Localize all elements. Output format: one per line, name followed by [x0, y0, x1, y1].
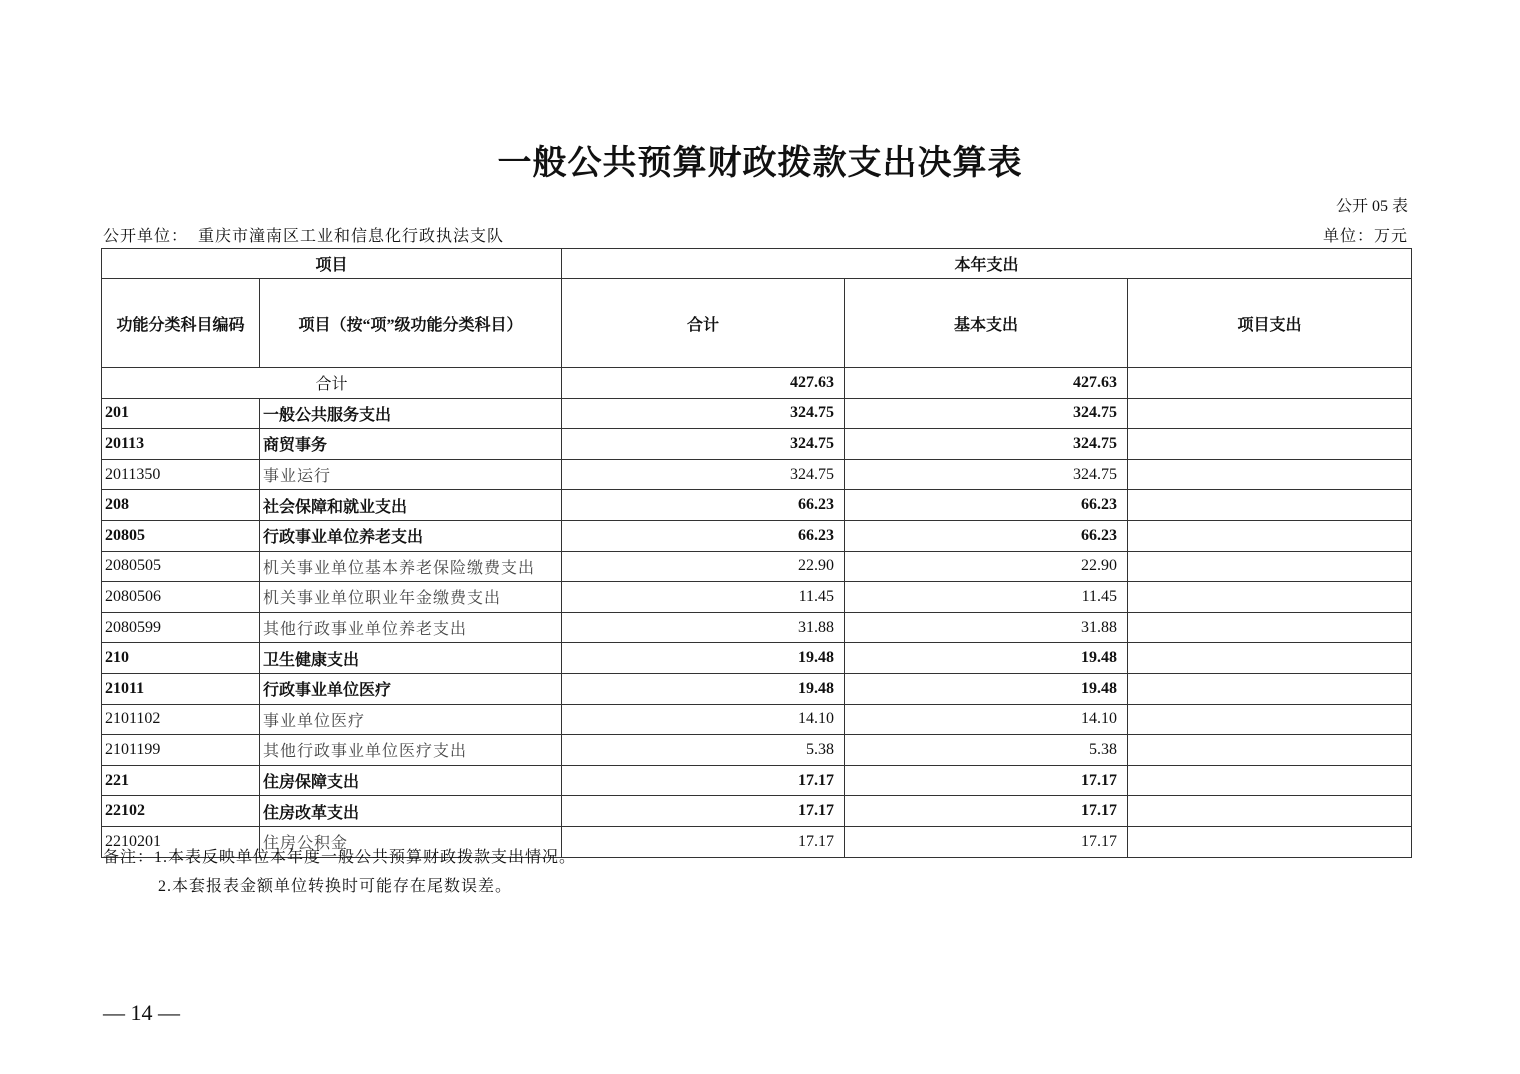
header-row-2 — [102, 279, 1412, 368]
row-total: 22.90 — [562, 551, 845, 582]
header-current-year: 本年支出 — [562, 249, 1412, 279]
row-total: 19.48 — [562, 673, 845, 704]
row-name: 事业运行 — [260, 459, 562, 490]
row-total: 17.17 — [562, 765, 845, 796]
row-code: 2080599 — [102, 612, 260, 643]
row-project — [1128, 673, 1412, 704]
table-row — [102, 796, 1412, 827]
form-number: 公开 05 表 — [1335, 198, 1408, 215]
row-project — [1128, 490, 1412, 521]
row-name: 事业单位医疗 — [260, 704, 562, 735]
row-code: 22102 — [102, 796, 260, 827]
row-code: 221 — [102, 765, 260, 796]
table-row — [102, 735, 1412, 766]
notes — [103, 843, 576, 901]
currency-unit: 单位：万元 — [1322, 228, 1408, 245]
row-name: 住房保障支出 — [260, 765, 562, 796]
table-row — [102, 612, 1412, 643]
row-code: 2210201 — [102, 826, 260, 857]
row-code: 2101199 — [102, 735, 260, 766]
total-amount: 427.63 — [562, 368, 845, 399]
row-project — [1128, 704, 1412, 735]
table-row — [102, 673, 1412, 704]
table-row — [102, 643, 1412, 674]
row-project — [1128, 826, 1412, 857]
row-basic: 324.75 — [845, 459, 1128, 490]
header-code: 功能分类科目编码 — [102, 279, 260, 368]
row-basic: 22.90 — [845, 551, 1128, 582]
row-basic: 19.48 — [845, 643, 1128, 674]
row-total: 11.45 — [562, 582, 845, 613]
total-row — [102, 368, 1412, 399]
note-2: 2.本套报表金额单位转换时可能存在尾数误差。 — [158, 878, 513, 895]
row-project — [1128, 643, 1412, 674]
row-name: 商贸事务 — [260, 429, 562, 460]
row-basic: 17.17 — [845, 796, 1128, 827]
row-name: 行政事业单位养老支出 — [260, 520, 562, 551]
row-name: 其他行政事业单位医疗支出 — [260, 735, 562, 766]
row-total: 19.48 — [562, 643, 845, 674]
row-project — [1128, 582, 1412, 613]
header-total: 合计 — [562, 279, 845, 368]
row-total: 66.23 — [562, 520, 845, 551]
row-total: 324.75 — [562, 398, 845, 429]
row-basic: 5.38 — [845, 735, 1128, 766]
row-basic: 17.17 — [845, 826, 1128, 857]
table-row — [102, 520, 1412, 551]
row-total: 17.17 — [562, 826, 845, 857]
total-project — [1128, 368, 1412, 399]
page-title: 一般公共预算财政拨款支出决算表 — [497, 145, 1023, 182]
table-row — [102, 398, 1412, 429]
row-basic: 17.17 — [845, 765, 1128, 796]
row-name: 住房改革支出 — [260, 796, 562, 827]
unit-name: 重庆市潼南区工业和信息化行政执法支队 — [198, 228, 505, 245]
budget-table — [101, 248, 1412, 858]
row-project — [1128, 612, 1412, 643]
row-project — [1128, 765, 1412, 796]
row-name: 行政事业单位医疗 — [260, 673, 562, 704]
table-row — [102, 551, 1412, 582]
row-code: 2080505 — [102, 551, 260, 582]
row-code: 201 — [102, 398, 260, 429]
row-total: 31.88 — [562, 612, 845, 643]
note-1: 备注：1.本表反映单位本年度一般公共预算财政拨款支出情况。 — [103, 849, 577, 866]
row-total: 324.75 — [562, 459, 845, 490]
row-project — [1128, 459, 1412, 490]
row-name: 社会保障和就业支出 — [260, 490, 562, 521]
row-name: 住房公积金 — [260, 826, 562, 857]
row-name: 其他行政事业单位养老支出 — [260, 612, 562, 643]
row-total: 14.10 — [562, 704, 845, 735]
row-project — [1128, 551, 1412, 582]
row-code: 2080506 — [102, 582, 260, 613]
publishing-unit — [103, 223, 504, 246]
row-name: 机关事业单位基本养老保险缴费支出 — [260, 551, 562, 582]
row-code: 2011350 — [102, 459, 260, 490]
row-basic: 19.48 — [845, 673, 1128, 704]
total-basic: 427.63 — [845, 368, 1128, 399]
row-basic: 11.45 — [845, 582, 1128, 613]
table-row — [102, 582, 1412, 613]
row-total: 66.23 — [562, 490, 845, 521]
row-code: 210 — [102, 643, 260, 674]
row-project — [1128, 796, 1412, 827]
row-name: 一般公共服务支出 — [260, 398, 562, 429]
row-total: 5.38 — [562, 735, 845, 766]
header-basic: 基本支出 — [845, 279, 1128, 368]
row-basic: 324.75 — [845, 429, 1128, 460]
row-basic: 31.88 — [845, 612, 1128, 643]
row-code: 2101102 — [102, 704, 260, 735]
row-name: 卫生健康支出 — [260, 643, 562, 674]
row-project — [1128, 398, 1412, 429]
row-total: 17.17 — [562, 796, 845, 827]
row-basic: 14.10 — [845, 704, 1128, 735]
table-row — [102, 490, 1412, 521]
unit-label: 公开单位： — [103, 228, 189, 245]
header-item: 项目 — [102, 249, 562, 279]
row-project — [1128, 735, 1412, 766]
row-code: 20805 — [102, 520, 260, 551]
table-row — [102, 765, 1412, 796]
table-row — [102, 429, 1412, 460]
table-row — [102, 704, 1412, 735]
row-basic: 66.23 — [845, 520, 1128, 551]
row-name: 机关事业单位职业年金缴费支出 — [260, 582, 562, 613]
row-code: 20113 — [102, 429, 260, 460]
row-code: 21011 — [102, 673, 260, 704]
row-total: 324.75 — [562, 429, 845, 460]
row-basic: 66.23 — [845, 490, 1128, 521]
header-row-1 — [102, 249, 1412, 279]
row-project — [1128, 520, 1412, 551]
header-name: 项目（按“项”级功能分类科目） — [260, 279, 562, 368]
row-project — [1128, 429, 1412, 460]
total-label: 合计 — [102, 368, 562, 399]
row-code: 208 — [102, 490, 260, 521]
page-number: — 14 — — [103, 1000, 180, 1025]
header-project: 项目支出 — [1128, 279, 1412, 368]
table-row — [102, 459, 1412, 490]
row-basic: 324.75 — [845, 398, 1128, 429]
